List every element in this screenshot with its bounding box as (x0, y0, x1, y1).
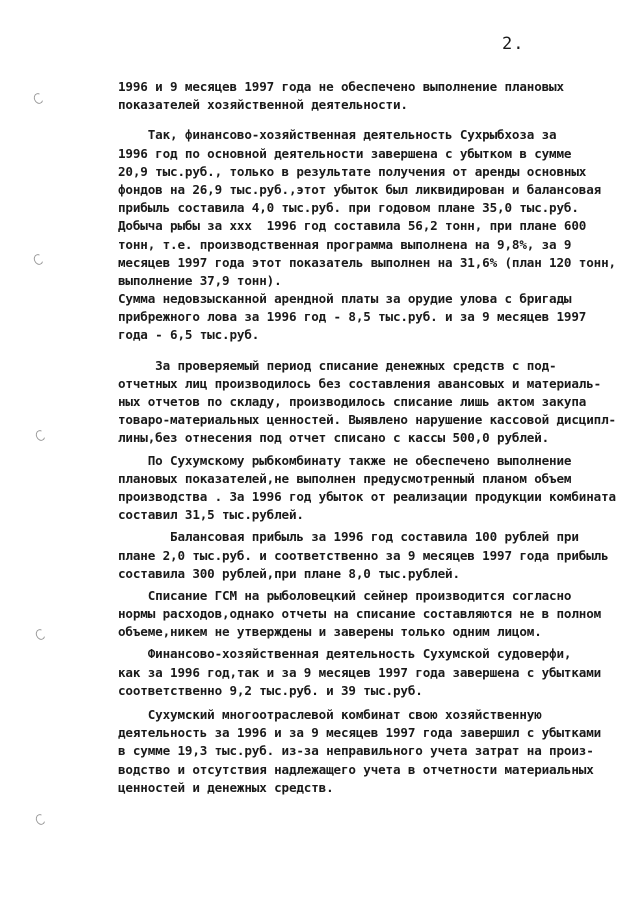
text-line: нормы расходов,однако отчеты на списание составляются не в полном (118, 606, 602, 622)
text-line: выполнение 37,9 тонн). (118, 272, 282, 288)
text-line: месяцев 1997 года этот показатель выполнен на 31,6% (план 120 тонн, (118, 254, 616, 270)
punch-hole-mark (32, 92, 45, 106)
page-number: 2. (502, 34, 525, 54)
text-line: Финансово-хозяйственная деятельность Сухумской судоверфи, (118, 646, 572, 662)
text-line: Списание ГСМ на рыболовецкий сейнер производится согласно (118, 587, 572, 603)
text-line: 1996 год по основной деятельности завершена с убытком в сумме (118, 145, 572, 161)
paragraph (118, 587, 636, 642)
text-line: деятельность за 1996 и за 9 месяцев 1997 года завершил с убытками (118, 725, 602, 741)
text-line: товаро-материальных ценностей. Выявлено нарушение кассовой дисципл- (118, 412, 616, 428)
paragraph (118, 706, 636, 797)
paragraph-gap (118, 114, 636, 126)
paragraph (118, 357, 636, 448)
punch-hole-mark (34, 628, 47, 642)
text-line: Добыча рыбы за ххх 1996 год составила 56,2 тонн, при плане 600 (118, 218, 587, 234)
text-line: ных отчетов по складу, производилось списание лишь актом закупа (118, 394, 587, 409)
text-line: 1996 и 9 месяцев 1997 года не обеспечено выполнение плановых (118, 79, 564, 94)
text-line: ценностей и денежных средств. (118, 779, 334, 795)
text-line: водство и отсутствия надлежащего учета в отчетности материальных (118, 761, 594, 777)
text-line: отчетных лиц производилось без составления авансовых и материаль- (118, 375, 602, 391)
text-line: плановых показателей,не выполнен предусмотренный планом объем (118, 470, 572, 486)
punch-hole-mark (32, 253, 45, 267)
text-line: прибыль составила 4,0 тыс.руб. при годовом плане 35,0 тыс.руб. (118, 200, 579, 216)
text-line: 20,9 тыс.руб., только в результате получения от аренды основных (118, 163, 587, 179)
text-line: производства . За 1996 год убыток от реализации продукции комбината (118, 488, 616, 504)
text-line: По Сухумскому рыбкомбинату также не обеспечено выполнение (118, 452, 572, 468)
punch-hole-mark (34, 429, 47, 443)
text-line: фондов на 26,9 тыс.руб.,этот убыток был ликвидирован и балансовая (118, 181, 602, 197)
text-line: За проверяемый период списание денежных средств с под- (118, 357, 557, 373)
text-line: объеме,никем не утверждены и заверены только одним лицом. (118, 624, 542, 640)
paragraph (118, 290, 636, 345)
document-body (118, 78, 636, 797)
paragraph (118, 126, 636, 290)
text-line: плане 2,0 тыс.руб. и соответственно за 9 месяцев 1997 года прибыль (118, 547, 609, 563)
text-line: лины,без отнесения под отчет списано с кассы 500,0 рублей. (118, 430, 550, 446)
paragraph-gap (118, 345, 636, 357)
punch-hole-mark (34, 813, 47, 827)
text-line: года - 6,5 тыс.руб. (118, 327, 260, 343)
text-line: тонн, т.е. производственная программа выполнена на 9,8%, за 9 (118, 236, 572, 252)
paragraph (118, 645, 636, 700)
paragraph (118, 78, 636, 114)
text-line: Так, финансово-хозяйственная деятельность Сухрыбхоза за (118, 127, 557, 143)
paragraph (118, 528, 636, 583)
text-line: Сумма недовзысканной арендной платы за орудие улова с бригады (118, 291, 572, 307)
text-line: составила 300 рублей,при плане 8,0 тыс.рублей. (118, 565, 460, 581)
text-line: прибрежного лова за 1996 год - 8,5 тыс.руб. и за 9 месяцев 1997 (118, 309, 587, 325)
paragraph (118, 452, 636, 525)
text-line: как за 1996 год,так и за 9 месяцев 1997 года завершена с убытками (118, 664, 602, 680)
text-line: Сухумский многоотраслевой комбинат свою хозяйственную (118, 707, 542, 722)
text-line: составил 31,5 тыс.рублей. (118, 507, 304, 523)
text-line: соответственно 9,2 тыс.руб. и 39 тыс.руб. (118, 682, 423, 698)
text-line: показателей хозяйственной деятельности. (118, 97, 408, 113)
text-line: в сумме 19,3 тыс.руб. из-за неправильного учета затрат на произ- (118, 743, 594, 759)
text-line: Балансовая прибыль за 1996 год составила 100 рублей при (118, 529, 579, 545)
